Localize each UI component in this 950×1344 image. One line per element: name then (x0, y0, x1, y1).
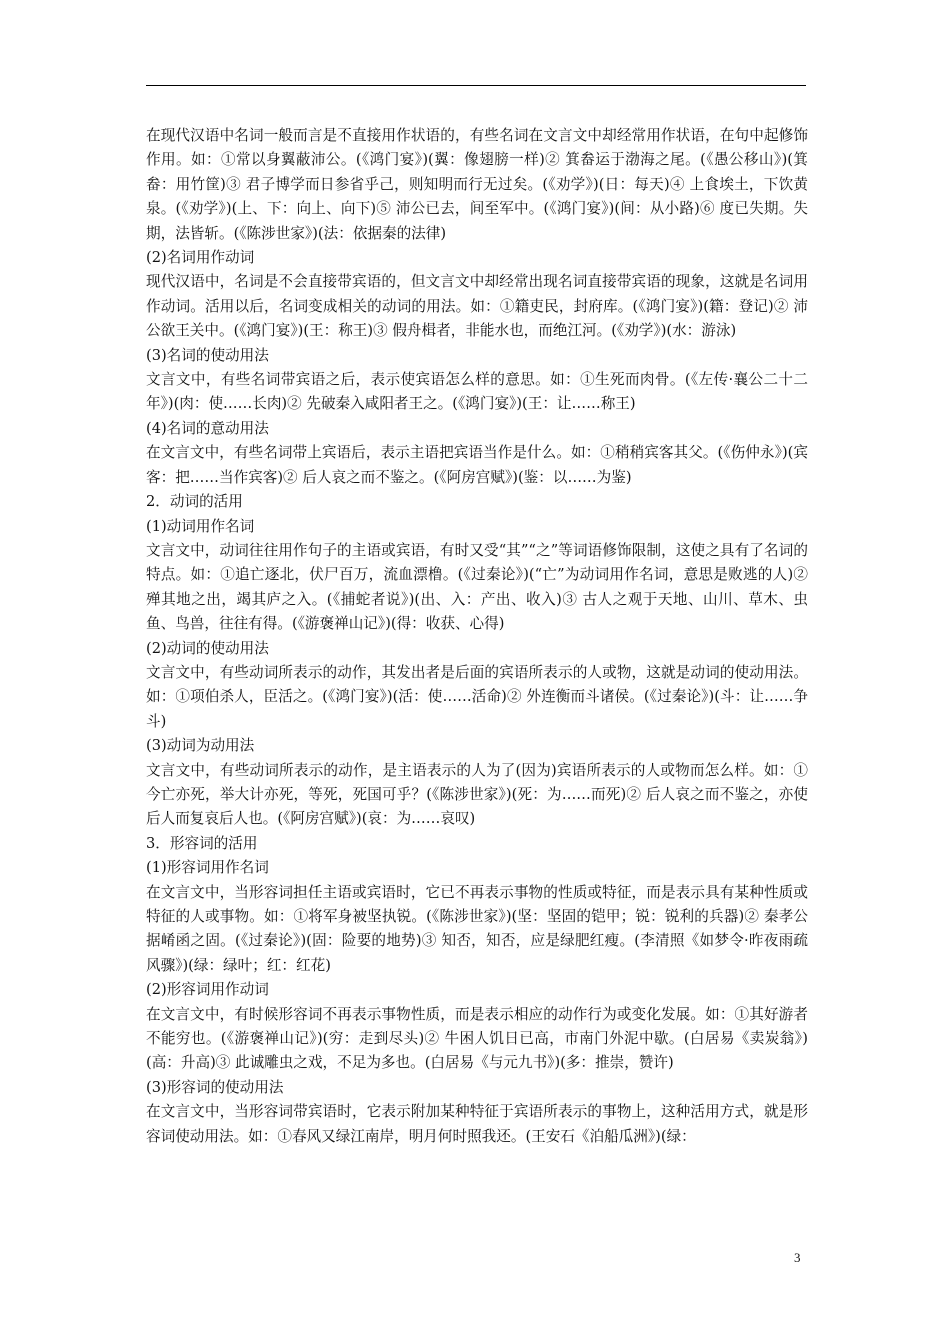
heading-adjective-as-verb: (2)形容词用作动词 (146, 981, 269, 999)
header-rule (146, 85, 806, 86)
paragraph-adjective-causative: 在文言文中，当形容词带宾语时，它表示附加某种特征于宾语所表示的事物上，这种活用方式，就是形容词使动用法。如：①春风又绿江南岸，明月何时照我还。(王安石《泊船瓜洲》)(绿： (146, 1103, 808, 1145)
heading-adjective-as-noun: (1)形容词用作名词 (146, 859, 269, 877)
heading-verb-for-action: (3)动词为动用法 (146, 737, 255, 755)
paragraph-verb-for-action: 文言文中，有些动词所表示的动作，是主语表示的人为了(因为)宾语所表示的人或物而怎么样。如：①今亡亦死，举大计亦死，等死，死国可乎？(《陈涉世家》)(死：为……而死)② 后人哀之而不鉴之，亦使后人而复哀后人也。(《阿房宫赋》)(哀：为……哀叹) (146, 761, 808, 828)
paragraph-noun-causative: 文言文中，有些名词带宾语之后，表示使宾语怎么样的意思。如：①生死而肉骨。(《左传·襄公二十二年》)(肉：使……长肉)② 先破秦入咸阳者王之。(《鸿门宴》)(王：让……称王) (146, 371, 808, 413)
paragraph-adjective-as-verb: 在文言文中，有时候形容词不再表示事物性质，而是表示相应的动作行为或变化发展。如：①其好游者不能穷也。(《游褒禅山记》)(穷：走到尽头)② 牛困人饥日已高，市南门外泥中歇。(白居易《卖炭翁》)(高：升高)③ 此诚雕虫之戏，不足为多也。(白居易《与元九书》)(多：推崇，赞许) (146, 1005, 808, 1072)
heading-noun-as-verb: (2)名词用作动词 (146, 249, 255, 267)
heading-noun-causative: (3)名词的使动用法 (146, 346, 269, 364)
paragraph-noun-as-adverbial: 在现代汉语中名词一般而言是不直接用作状语的，有些名词在文言文中却经常用作状语，在句中起修饰作用。如：①常以身翼蔽沛公。(《鸿门宴》)(翼：像翅膀一样)② 箕畚运于渤海之尾。(《愚公移山》)(箕畚：用竹筐)③ 君子博学而日参省乎己，则知明而行无过矣。(《劝学》)(日：每天)④ 上食埃土，下饮黄泉。(《劝学》)(上、下：向上、向下)⑤ 沛公已去，间至军中。(《鸿门宴》)(间：从小路)⑥ 度已失期。失期，法皆斩。(《陈涉世家》)(法：依据秦的法律) (146, 127, 808, 242)
heading-verb-as-noun: (1)动词用作名词 (146, 517, 255, 535)
paragraph-verb-causative: 文言文中，有些动词所表示的动作，其发出者是后面的宾语所表示的人或物，这就是动词的使动用法。如：①项伯杀人，臣活之。(《鸿门宴》)(活：使……活命)② 外连衡而斗诸侯。(《过秦论》)(斗：让……争斗) (146, 663, 808, 730)
heading-verb-causative: (2)动词的使动用法 (146, 639, 269, 657)
section-heading-verb-usage: 2．动词的活用 (146, 493, 243, 511)
heading-noun-putative: (4)名词的意动用法 (146, 419, 269, 437)
document-body (146, 124, 808, 1149)
page-number: 3 (794, 1250, 801, 1265)
heading-adjective-causative: (3)形容词的使动用法 (146, 1078, 284, 1096)
paragraph-verb-as-noun: 文言文中，动词往往用作句子的主语或宾语，有时又受“其”“之”等词语修饰限制，这使之具有了名词的特点。如：①追亡逐北，伏尸百万，流血漂橹。(《过秦论》)(“亡”为动词用作名词，意思是败逃的人)② 殚其地之出，竭其庐之入。(《捕蛇者说》)(出、入：产出、收入)③ 古人之观于天地、山川、草木、虫鱼、鸟兽，往往有得。(《游褒禅山记》)(得：收获、心得) (146, 541, 808, 633)
section-heading-adjective-usage: 3．形容词的活用 (146, 834, 258, 852)
paragraph-adjective-as-noun: 在文言文中，当形容词担任主语或宾语时，它已不再表示事物的性质或特征，而是表示具有某种性质或特征的人或事物。如：①将军身被坚执锐。(《陈涉世家》)(坚：坚固的铠甲；锐：锐利的兵器)② 秦孝公据崤函之固。(《过秦论》)(固：险要的地势)③ 知否，知否，应是绿肥红瘦。(李清照《如梦令·昨夜雨疏风骤》)(绿：绿叶；红：红花) (146, 883, 808, 974)
paragraph-noun-putative: 在文言文中，有些名词带上宾语后，表示主语把宾语当作是什么。如：①稍稍宾客其父。(《伤仲永》)(宾客：把……当作宾客)② 后人哀之而不鉴之。(《阿房宫赋》)(鉴：以……为鉴) (146, 444, 808, 486)
paragraph-noun-as-verb: 现代汉语中，名词是不会直接带宾语的，但文言文中却经常出现名词直接带宾语的现象，这就是名词用作动词。活用以后，名词变成相关的动词的用法。如：①籍吏民，封府库。(《鸿门宴》)(籍：登记)② 沛公欲王关中。(《鸿门宴》)(王：称王)③ 假舟楫者，非能水也，而绝江河。(《劝学》)(水：游泳) (146, 273, 808, 340)
